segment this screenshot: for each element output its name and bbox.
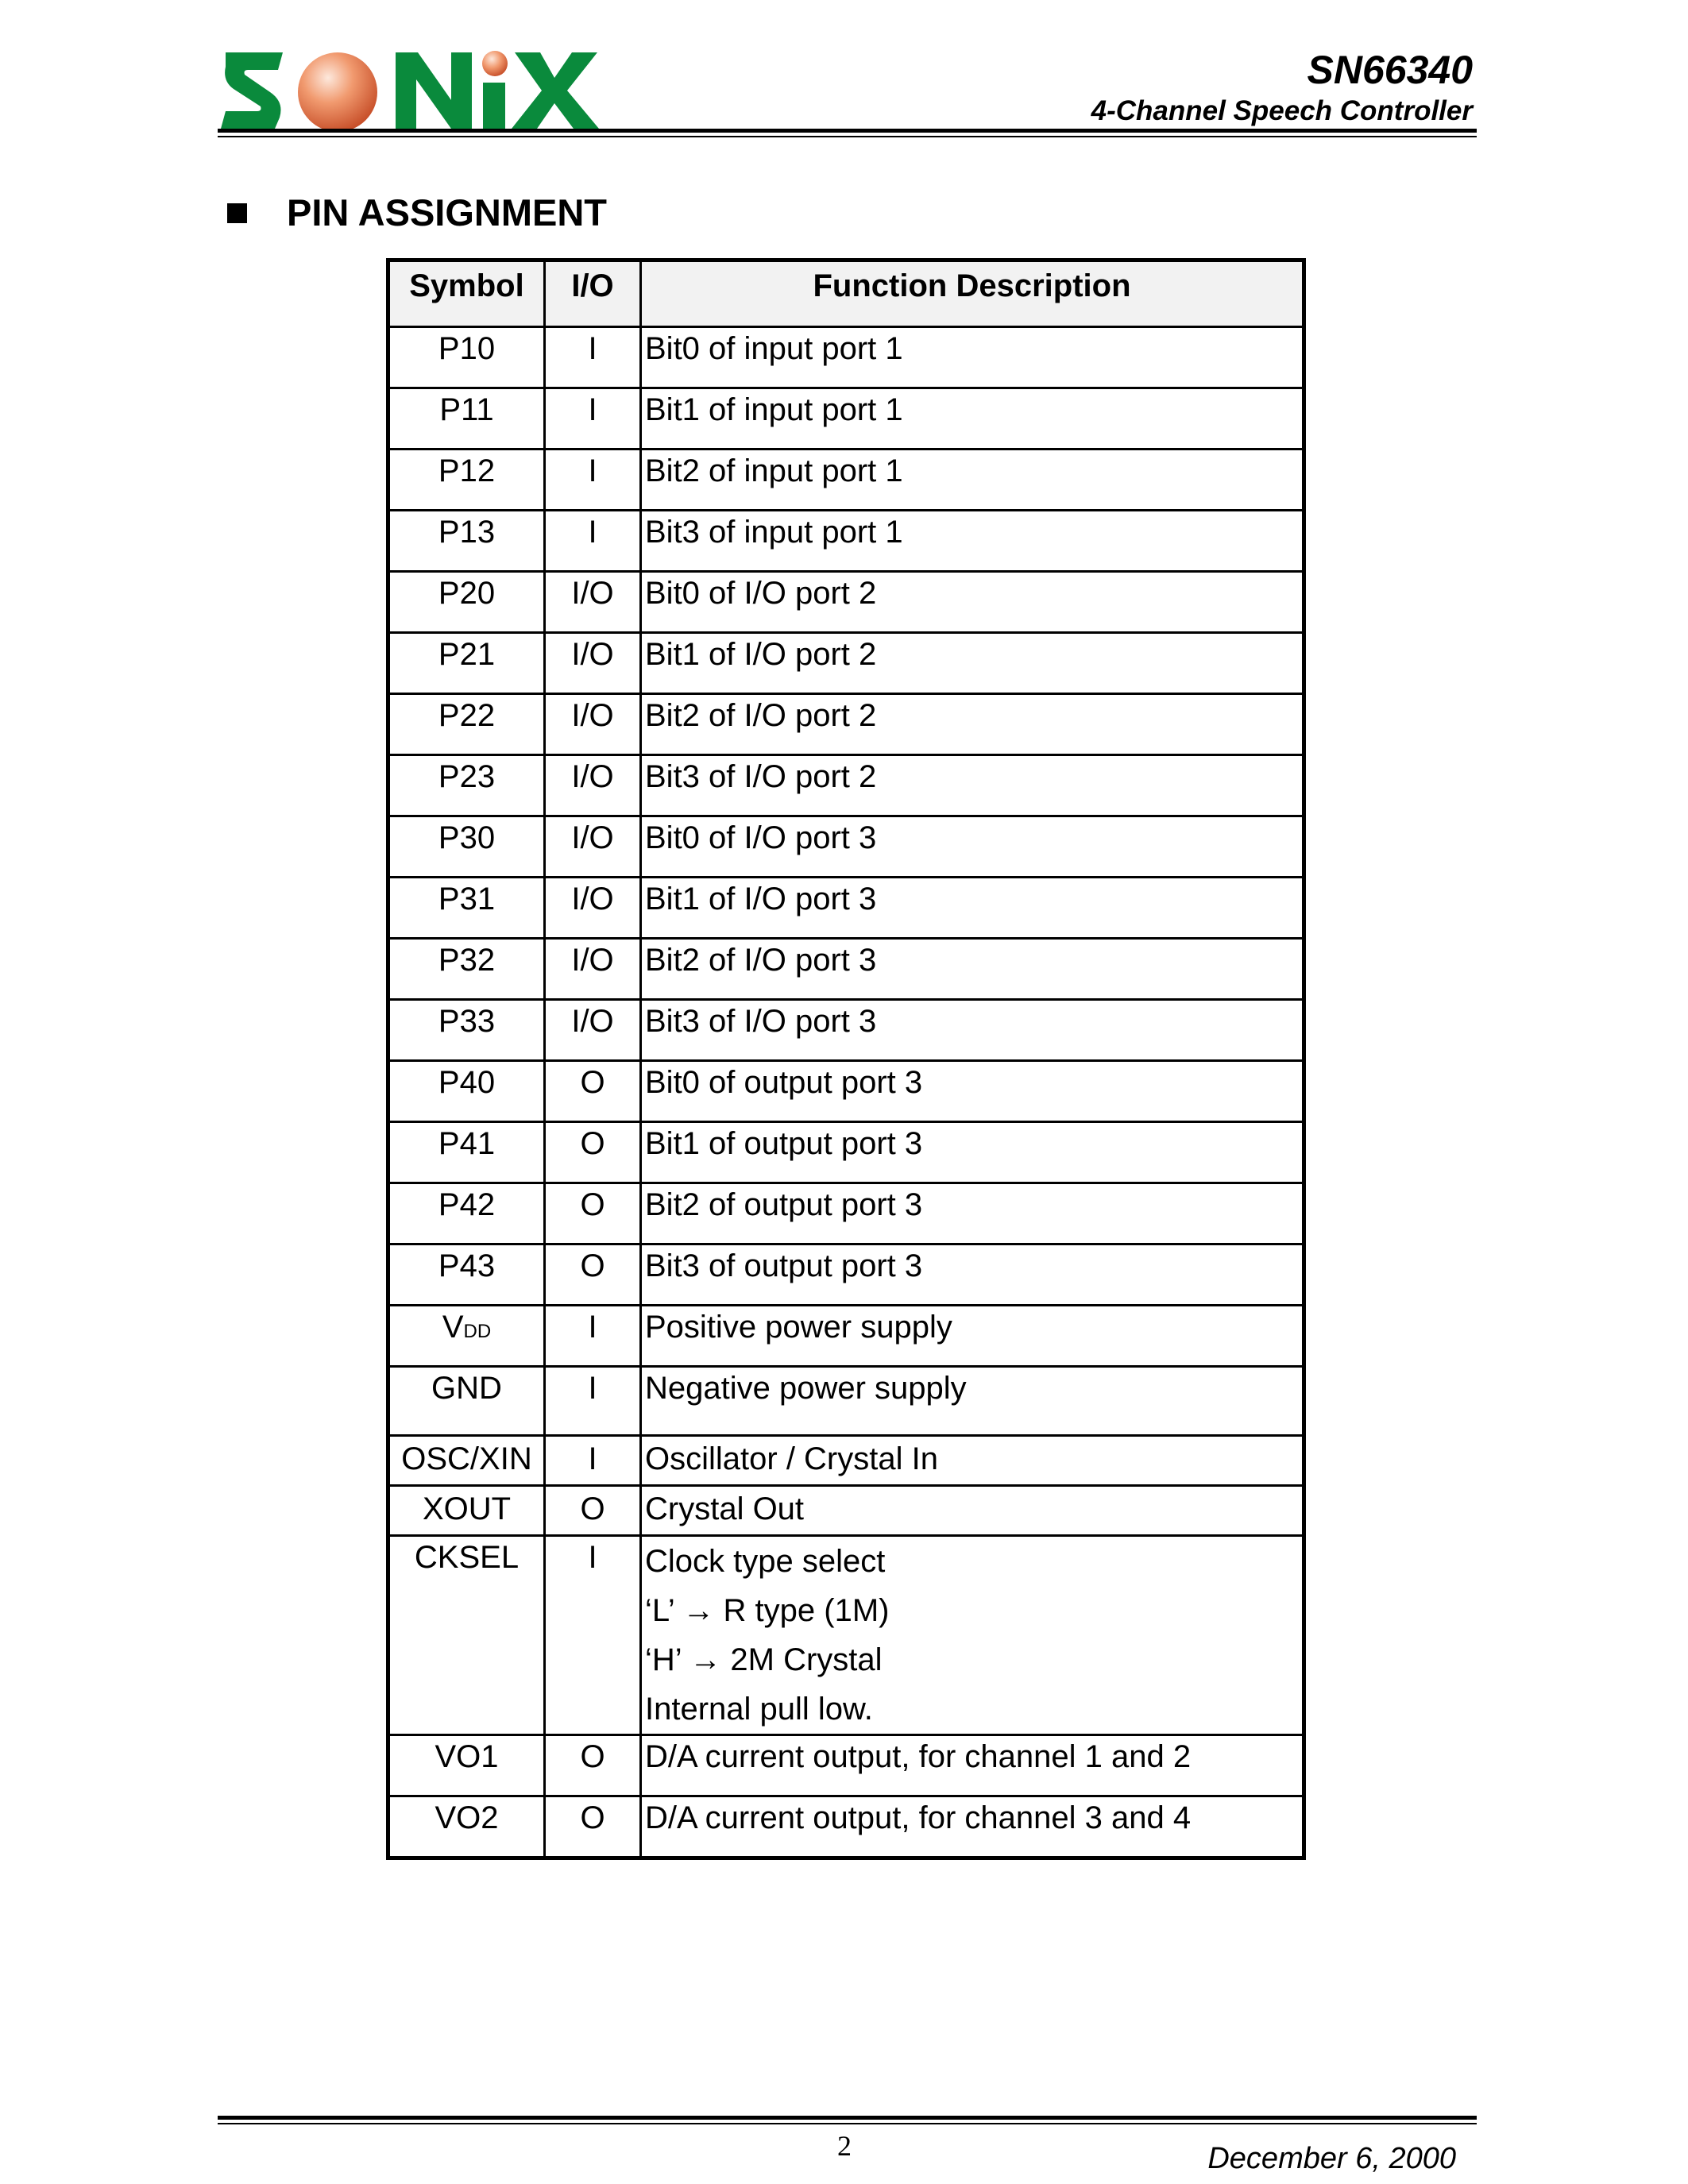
pin-symbol bbox=[388, 755, 545, 816]
pin-symbol-text: P12 bbox=[438, 453, 496, 488]
pin-function-description bbox=[641, 327, 1304, 388]
pin-io-type: I/O bbox=[545, 939, 641, 1000]
description-line: Positive power supply bbox=[645, 1310, 952, 1345]
pin-symbol bbox=[388, 816, 545, 878]
description-line: Clock type select bbox=[645, 1544, 886, 1579]
pin-symbol-text: P32 bbox=[438, 943, 496, 978]
pin-symbol bbox=[388, 1735, 545, 1796]
table-row bbox=[388, 327, 1304, 388]
table-body bbox=[388, 327, 1304, 1858]
description-line: Bit1 of input port 1 bbox=[645, 392, 903, 427]
pin-function-description bbox=[641, 1000, 1304, 1061]
table-row bbox=[388, 1796, 1304, 1858]
table-row bbox=[388, 1735, 1304, 1796]
square-bullet-icon bbox=[227, 203, 247, 223]
pin-io-type: I bbox=[545, 1436, 641, 1486]
table-row bbox=[388, 572, 1304, 633]
pin-io-type: I/O bbox=[545, 633, 641, 694]
pin-function-description bbox=[641, 1735, 1304, 1796]
description-line: Bit0 of I/O port 3 bbox=[645, 820, 877, 855]
pin-symbol bbox=[388, 939, 545, 1000]
page-number: 2 bbox=[837, 2130, 852, 2162]
description-line: D/A current output, for channel 1 and 2 bbox=[645, 1739, 1192, 1774]
part-number: SN66340 bbox=[1307, 48, 1473, 92]
pin-function-description bbox=[641, 694, 1304, 755]
pin-io-type: I bbox=[545, 450, 641, 511]
pin-io-type: I bbox=[545, 1306, 641, 1367]
pin-function-description bbox=[641, 755, 1304, 816]
pin-symbol-text: P30 bbox=[438, 820, 496, 855]
description-line: Bit3 of input port 1 bbox=[645, 515, 903, 550]
section-title: PIN ASSIGNMENT bbox=[287, 191, 608, 233]
column-header-symbol: Symbol bbox=[388, 260, 545, 327]
description-line: Bit0 of I/O port 2 bbox=[645, 576, 877, 611]
document-header bbox=[1091, 46, 1473, 127]
sonix-logo bbox=[221, 46, 602, 133]
pin-symbol-text: P13 bbox=[438, 515, 496, 550]
pin-io-type: O bbox=[545, 1183, 641, 1244]
table-row bbox=[388, 1306, 1304, 1367]
pin-io-type: O bbox=[545, 1486, 641, 1536]
footer-rule-thick bbox=[218, 2116, 1477, 2120]
pin-symbol bbox=[388, 572, 545, 633]
table-row bbox=[388, 755, 1304, 816]
table-row bbox=[388, 450, 1304, 511]
pin-symbol-text: OSC/XIN bbox=[401, 1441, 532, 1476]
pin-symbol bbox=[388, 327, 545, 388]
pin-io-type: O bbox=[545, 1061, 641, 1122]
pin-symbol-text: P10 bbox=[438, 331, 496, 366]
table-row bbox=[388, 511, 1304, 572]
table-row bbox=[388, 1436, 1304, 1486]
table-row bbox=[388, 816, 1304, 878]
pin-function-description bbox=[641, 816, 1304, 878]
pin-symbol bbox=[388, 1061, 545, 1122]
table-row bbox=[388, 633, 1304, 694]
pin-symbol-text: P43 bbox=[438, 1248, 496, 1283]
pin-symbol-text: P22 bbox=[438, 698, 496, 733]
description-line: Bit2 of I/O port 3 bbox=[645, 943, 877, 978]
table-header-row bbox=[388, 260, 1304, 327]
pin-io-type: I/O bbox=[545, 755, 641, 816]
pin-function-description bbox=[641, 1436, 1304, 1486]
pin-function-description bbox=[641, 1367, 1304, 1436]
pin-symbol-text: P42 bbox=[438, 1187, 496, 1222]
pin-symbol-text: VO1 bbox=[435, 1739, 499, 1774]
header-rule-thick bbox=[218, 129, 1477, 133]
pin-symbol-subscript: DD bbox=[463, 1321, 492, 1342]
pin-io-type: I bbox=[545, 388, 641, 450]
pin-io-type: I/O bbox=[545, 816, 641, 878]
pin-symbol-text: P11 bbox=[439, 392, 494, 427]
pin-io-type: I bbox=[545, 511, 641, 572]
pin-symbol bbox=[388, 1486, 545, 1536]
pin-symbol-text: P20 bbox=[438, 576, 496, 611]
pin-symbol bbox=[388, 450, 545, 511]
table-row bbox=[388, 694, 1304, 755]
pin-symbol-text: CKSEL bbox=[414, 1540, 520, 1575]
pin-symbol bbox=[388, 694, 545, 755]
description-line: Bit3 of I/O port 3 bbox=[645, 1004, 877, 1039]
description-line: Bit3 of I/O port 2 bbox=[645, 759, 877, 794]
pin-symbol-text: VO2 bbox=[435, 1800, 499, 1835]
description-line: Oscillator / Crystal In bbox=[645, 1441, 938, 1476]
pin-function-description bbox=[641, 633, 1304, 694]
description-line: Bit1 of output port 3 bbox=[645, 1126, 923, 1161]
document-date: December 6, 2000 bbox=[1207, 2142, 1456, 2175]
table-row bbox=[388, 878, 1304, 939]
pin-symbol bbox=[388, 1000, 545, 1061]
table-row bbox=[388, 1122, 1304, 1183]
pin-symbol bbox=[388, 633, 545, 694]
pin-function-description bbox=[641, 1796, 1304, 1858]
pin-symbol-text: P40 bbox=[438, 1065, 496, 1100]
description-line: Bit1 of I/O port 3 bbox=[645, 882, 877, 916]
pin-symbol-text: P33 bbox=[438, 1004, 496, 1039]
pin-function-description bbox=[641, 572, 1304, 633]
pin-function-description bbox=[641, 511, 1304, 572]
pin-io-type: I bbox=[545, 1367, 641, 1436]
pin-symbol bbox=[388, 878, 545, 939]
pin-symbol bbox=[388, 1306, 545, 1367]
description-line: Bit1 of I/O port 2 bbox=[645, 637, 877, 672]
description-line: ‘L’ → R type (1M) bbox=[645, 1593, 890, 1628]
pin-symbol-text: GND bbox=[431, 1371, 502, 1406]
table-row bbox=[388, 1367, 1304, 1436]
description-line: D/A current output, for channel 3 and 4 bbox=[645, 1800, 1192, 1835]
table-row bbox=[388, 1000, 1304, 1061]
description-line: Bit2 of output port 3 bbox=[645, 1187, 923, 1222]
pin-assignment-table bbox=[386, 258, 1306, 1860]
pin-symbol bbox=[388, 1536, 545, 1735]
description-line: Bit0 of output port 3 bbox=[645, 1065, 923, 1100]
pin-io-type: O bbox=[545, 1796, 641, 1858]
description-line: Negative power supply bbox=[645, 1371, 967, 1406]
table-row bbox=[388, 1183, 1304, 1244]
pin-function-description bbox=[641, 1061, 1304, 1122]
table-row bbox=[388, 1244, 1304, 1306]
pin-symbol bbox=[388, 388, 545, 450]
pin-symbol bbox=[388, 511, 545, 572]
pin-symbol bbox=[388, 1367, 545, 1436]
pin-function-description bbox=[641, 1536, 1304, 1735]
pin-symbol-text: P41 bbox=[438, 1126, 496, 1161]
pin-io-type: O bbox=[545, 1122, 641, 1183]
section-heading bbox=[227, 191, 607, 235]
column-header-io: I/O bbox=[545, 260, 641, 327]
table-row bbox=[388, 1486, 1304, 1536]
table-row bbox=[388, 939, 1304, 1000]
description-line: Bit2 of I/O port 2 bbox=[645, 698, 877, 733]
pin-function-description bbox=[641, 388, 1304, 450]
footer-rule-thin bbox=[218, 2123, 1477, 2124]
pin-symbol bbox=[388, 1796, 545, 1858]
pin-symbol-text: XOUT bbox=[422, 1491, 512, 1526]
pin-io-type: I/O bbox=[545, 1000, 641, 1061]
pin-symbol bbox=[388, 1436, 545, 1486]
header-rule-thin bbox=[218, 136, 1477, 137]
pin-symbol bbox=[388, 1244, 545, 1306]
pin-function-description bbox=[641, 1183, 1304, 1244]
pin-function-description bbox=[641, 1122, 1304, 1183]
pin-io-type: I/O bbox=[545, 694, 641, 755]
table-row bbox=[388, 388, 1304, 450]
pin-function-description bbox=[641, 1486, 1304, 1536]
pin-function-description bbox=[641, 939, 1304, 1000]
pin-symbol bbox=[388, 1183, 545, 1244]
description-line: Bit3 of output port 3 bbox=[645, 1248, 923, 1283]
column-header-function: Function Description bbox=[641, 260, 1304, 327]
description-line: Bit0 of input port 1 bbox=[645, 331, 903, 366]
pin-symbol-text: P23 bbox=[438, 759, 496, 794]
table-row bbox=[388, 1061, 1304, 1122]
pin-function-description bbox=[641, 1306, 1304, 1367]
description-line: Bit2 of input port 1 bbox=[645, 453, 903, 488]
table-row bbox=[388, 1536, 1304, 1735]
pin-symbol-text: V bbox=[442, 1310, 464, 1345]
pin-symbol bbox=[388, 1122, 545, 1183]
description-line: Internal pull low. bbox=[645, 1692, 873, 1727]
pin-io-type: I bbox=[545, 327, 641, 388]
pin-io-type: I/O bbox=[545, 572, 641, 633]
description-line: Crystal Out bbox=[645, 1491, 805, 1526]
pin-io-type: I bbox=[545, 1536, 641, 1735]
document-subtitle: 4-Channel Speech Controller bbox=[1091, 95, 1473, 126]
pin-io-type: I/O bbox=[545, 878, 641, 939]
pin-function-description bbox=[641, 878, 1304, 939]
pin-io-type: O bbox=[545, 1735, 641, 1796]
pin-symbol-text: P21 bbox=[438, 637, 496, 672]
description-line: ‘H’ → 2M Crystal bbox=[645, 1642, 883, 1677]
pin-symbol-text: P31 bbox=[438, 882, 496, 916]
pin-io-type: O bbox=[545, 1244, 641, 1306]
pin-function-description bbox=[641, 450, 1304, 511]
pin-function-description bbox=[641, 1244, 1304, 1306]
